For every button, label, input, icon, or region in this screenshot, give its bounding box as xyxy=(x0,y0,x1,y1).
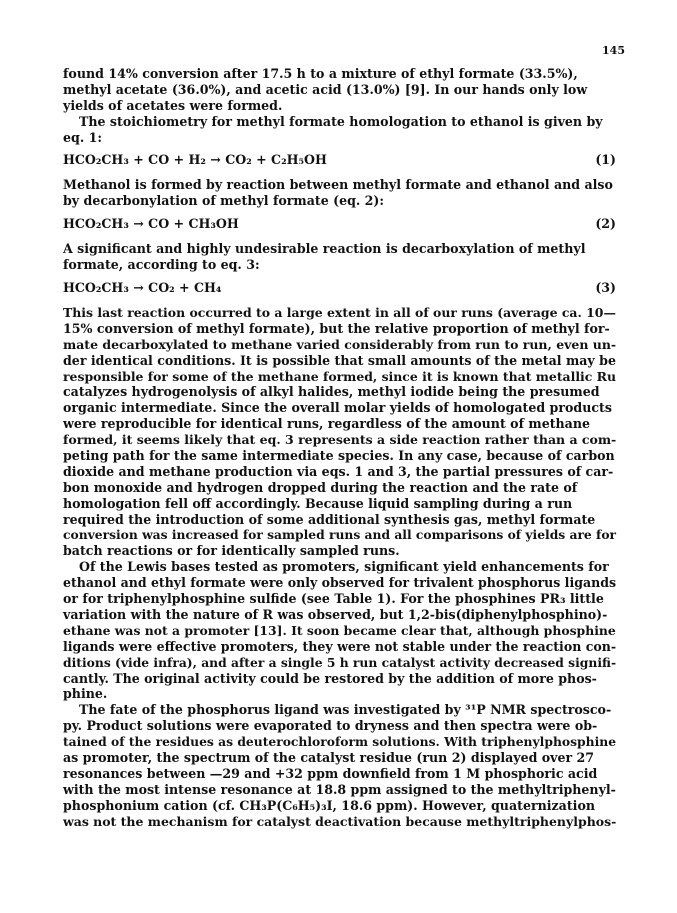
text-line: responsible for some of the methane formed, since it is known that metallic Ru xyxy=(63,368,617,384)
text-line: Methanol is formed by reaction between methyl formate and ethanol and also xyxy=(63,177,613,193)
text-line: variation with the nature of R was observed, but 1,2-bis(diphenylphosphino)- xyxy=(63,606,608,622)
text-line: This last reaction occurred to a large extent in all of our runs (average ca. 10— xyxy=(63,305,616,321)
paragraph xyxy=(63,559,616,702)
paragraph xyxy=(63,66,616,114)
text-line: or for triphenylphosphine sulfide (see Table 1). For the phosphines PR₃ little xyxy=(63,591,604,607)
text-line: formate, according to eq. 3: xyxy=(63,257,260,273)
equation-number: (3) xyxy=(595,280,616,296)
equation-text: HCO₂CH₃ → CO₂ + CH₄ xyxy=(63,280,222,296)
text-line: ethane was not a promoter [13]. It soon became clear that, although phosphine xyxy=(63,622,616,638)
paragraph xyxy=(63,114,616,146)
text-line: resonances between —29 and +32 ppm downfield from 1 M phosphoric acid xyxy=(63,765,598,781)
text-line: conversion was increased for sampled runs and all comparisons of yields are for xyxy=(63,527,617,543)
text-line: with the most intense resonance at 18.8 ppm assigned to the methyltriphenyl- xyxy=(63,781,616,797)
text-line: methyl acetate (36.0%), and acetic acid (13.0%) [9]. In our hands only low xyxy=(63,81,588,97)
text-line: der identical conditions. It is possible that small amounts of the metal may be xyxy=(63,352,616,368)
text-line: as promoter, the spectrum of the catalyst residue (run 2) displayed over 27 xyxy=(63,749,595,765)
text-line: found 14% conversion after 17.5 h to a mixture of ethyl formate (33.5%), xyxy=(63,66,578,81)
equation-3 xyxy=(63,280,616,296)
text-line: ligands were effective promoters, they were not stable under the reaction con- xyxy=(63,638,617,654)
text-line: required the introduction of some additional synthesis gas, methyl formate xyxy=(63,511,596,527)
paragraph xyxy=(63,241,616,273)
text-line: A significant and highly undesirable reaction is decarboxylation of methyl xyxy=(63,241,586,257)
text-line: The stoichiometry for methyl formate homologation to ethanol is given by xyxy=(79,113,603,129)
text-line: dioxide and methane production via eqs. 1 and 3, the partial pressures of car- xyxy=(63,463,614,479)
text-line: ethanol and ethyl formate were only observed for trivalent phosphorus ligands xyxy=(63,575,617,591)
text-line: mate decarboxylated to methane varied considerably from run to run, even un- xyxy=(63,336,617,352)
text-line: organic intermediate. Since the overall molar yields of homologated products xyxy=(63,400,612,416)
text-line: Of the Lewis bases tested as promoters, significant yield enhancements for xyxy=(79,559,609,575)
paragraph xyxy=(63,702,616,829)
equation-1 xyxy=(63,152,616,168)
text-line: formed, it seems likely that eq. 3 represents a side reaction rather than a com- xyxy=(63,432,617,448)
page-number: 145 xyxy=(602,44,625,57)
text-line: cantly. The original activity could be restored by the addition of more phos- xyxy=(63,670,597,686)
text-line: ditions (vide infra), and after a single 5 h run catalyst activity decreased signifi- xyxy=(63,654,617,670)
text-line: phosphonium cation (cf. CH₃P(C₆H₅)₃I, 18.6 ppm). However, quaternization xyxy=(63,797,595,813)
text-line: tained of the residues as deuterochloroform solutions. With triphenylphosphine xyxy=(63,734,617,750)
text-line: catalyzes hydrogenolysis of alkyl halides, methyl iodide being the presumed xyxy=(63,384,600,400)
paragraph xyxy=(63,177,616,209)
text-line: phine. xyxy=(63,686,108,702)
text-line: yields of acetates were formed. xyxy=(63,97,283,113)
equation-text: HCO₂CH₃ + CO + H₂ → CO₂ + C₂H₅OH xyxy=(63,152,327,168)
text-line: homologation fell off accordingly. Because liquid sampling during a run xyxy=(63,495,573,511)
equation-number: (2) xyxy=(595,216,616,232)
text-line: peting path for the same intermediate species. In any case, because of carbon xyxy=(63,448,615,464)
equation-number: (1) xyxy=(595,152,616,168)
text-line: 15% conversion of methyl formate), but the relative proportion of methyl for- xyxy=(63,320,610,336)
text-line: eq. 1: xyxy=(63,129,102,145)
text-line: by decarbonylation of methyl formate (eq. 2): xyxy=(63,193,385,209)
text-line: were reproducible for identical runs, regardless of the amount of methane xyxy=(63,416,591,432)
text-line: was not the mechanism for catalyst deactivation because methyltriphenylphos- xyxy=(63,813,617,829)
equation-2 xyxy=(63,216,616,232)
paragraph xyxy=(63,305,616,559)
text-line: batch reactions or for identically sampled runs. xyxy=(63,543,400,559)
text-line: The fate of the phosphorus ligand was investigated by ³¹P NMR spectrosco- xyxy=(79,702,612,718)
text-line: bon monoxide and hydrogen dropped during the reaction and the rate of xyxy=(63,479,578,495)
text-line: py. Product solutions were evaporated to dryness and then spectra were ob- xyxy=(63,718,598,734)
body-text xyxy=(63,66,616,829)
equation-text: HCO₂CH₃ → CO + CH₃OH xyxy=(63,216,239,232)
